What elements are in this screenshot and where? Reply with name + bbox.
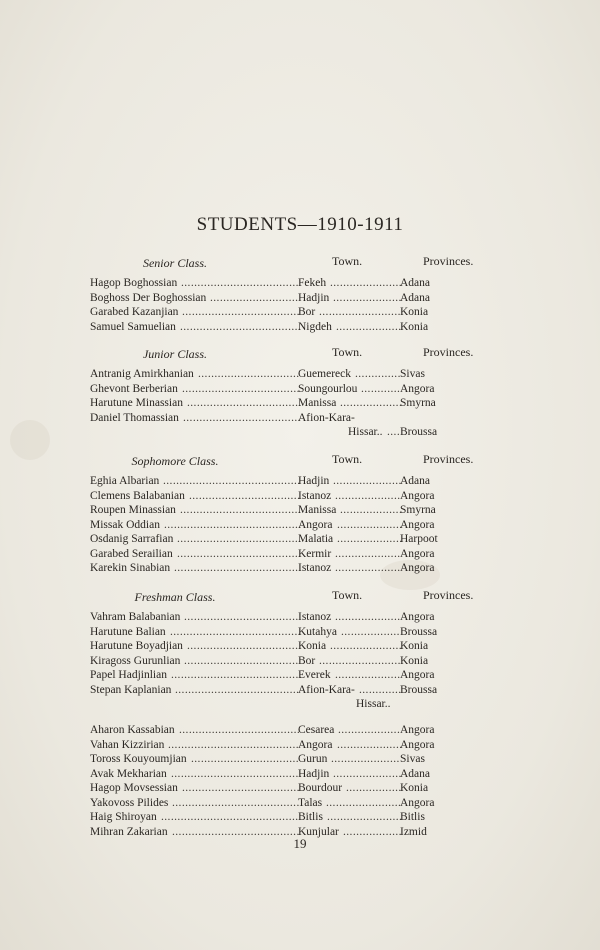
student-name: Harutune Minassian	[90, 397, 183, 409]
student-province: Angora	[400, 547, 435, 560]
student-province: Konia	[400, 306, 429, 318]
dot-leader: .....................	[333, 291, 402, 304]
student-row	[90, 781, 490, 796]
student-name: Boghoss Der Boghossian	[90, 291, 207, 304]
student-province: Konia	[400, 654, 429, 667]
student-row	[90, 425, 490, 441]
dot-leader: ...........................................	[161, 811, 302, 823]
page-number: 19	[293, 836, 307, 851]
dot-leader: .............	[359, 683, 402, 696]
student-town: Konia	[298, 640, 327, 652]
student-row	[90, 396, 490, 411]
student-name: Samuel Samuelian	[90, 320, 176, 333]
dot-leader: ........................................	[170, 625, 301, 638]
dot-leader: ....	[387, 426, 401, 438]
student-name: Karekin Sinabian	[90, 562, 171, 574]
student-province: Smyrna	[400, 397, 436, 409]
student-province: Konia	[400, 782, 429, 794]
dot-leader: .......................	[327, 811, 403, 823]
student-name: Avak Mekharian	[90, 767, 167, 780]
dot-leader: ......................	[330, 640, 403, 652]
dot-leader: ...................................	[184, 611, 299, 623]
student-row	[90, 518, 490, 533]
student-province: Harpoot	[400, 533, 438, 545]
student-row	[90, 276, 490, 291]
dot-leader: ....................	[335, 562, 401, 574]
student-row	[90, 668, 490, 683]
student-town: Bitlis	[298, 811, 323, 823]
dot-leader: ........................................	[171, 767, 302, 780]
student-name: Stepan Kaplanian	[90, 683, 172, 696]
student-province: Angora	[400, 489, 435, 502]
class-label: Senior Class.	[142, 256, 207, 270]
student-town: Bourdour	[298, 782, 343, 794]
dot-leader: ......................................	[177, 533, 302, 545]
student-row	[90, 639, 490, 654]
student-row	[90, 532, 490, 547]
dot-leader: .......................................	[174, 562, 302, 574]
class-header	[90, 345, 490, 367]
student-town: Angora	[298, 738, 333, 751]
dot-leader: ....................................	[182, 382, 300, 395]
dot-leader: .........................	[319, 654, 401, 667]
dot-leader: ..................................	[189, 489, 301, 502]
student-name: Mihran Zakarian	[90, 825, 168, 838]
province-column-header: Provinces.	[423, 452, 474, 466]
student-row	[90, 320, 490, 335]
student-town: Gurun	[298, 753, 328, 765]
dot-leader: ...................	[340, 504, 403, 516]
student-province: Angora	[400, 669, 435, 681]
class-label: Sophomore Class.	[131, 454, 219, 468]
student-row	[90, 367, 490, 382]
student-name: Papel Hadjinlian	[90, 669, 167, 681]
student-province: Angora	[400, 382, 435, 395]
student-province: Adana	[400, 475, 431, 487]
student-row	[90, 305, 490, 320]
student-province: Sivas	[400, 368, 425, 380]
student-province: Smyrna	[400, 504, 436, 516]
dot-leader: ...................................	[187, 397, 302, 409]
student-row	[90, 796, 490, 811]
student-row	[90, 610, 490, 625]
junior-class-section	[90, 345, 490, 441]
student-province: Broussa	[400, 625, 438, 638]
student-name: Clemens Balabanian	[90, 489, 185, 502]
student-name: Eghia Albarian	[90, 475, 160, 487]
sophomore-class-section	[90, 452, 490, 576]
student-name: Garabed Kazanjian	[90, 306, 179, 318]
page-title: STUDENTS—1910-1911	[196, 214, 404, 235]
student-name: Haig Shiroyan	[90, 811, 157, 823]
student-province: Konia	[400, 640, 429, 652]
student-province: Bitlis	[400, 811, 425, 823]
student-province: Broussa	[400, 426, 438, 438]
dot-leader: .....................	[331, 753, 400, 765]
student-town: Kunjular	[298, 825, 339, 838]
freshman-class-section	[90, 588, 490, 839]
dot-leader: ...........................	[210, 291, 299, 304]
dot-leader: .......................................	[172, 825, 300, 838]
student-town: Bor	[298, 306, 316, 318]
student-row	[90, 561, 490, 576]
student-row	[90, 474, 490, 489]
senior-class-section	[90, 254, 490, 334]
student-town: Nigdeh	[298, 320, 332, 333]
student-town: Afion-Kara-	[298, 683, 355, 696]
student-province: Angora	[400, 518, 435, 531]
dot-leader: ..................	[343, 825, 402, 838]
student-town: Hissar..	[348, 426, 383, 438]
student-town: Everek	[298, 669, 331, 681]
dot-leader: ....................................	[182, 782, 300, 794]
student-name: Garabed Serailian	[90, 547, 173, 560]
student-name: Ghevont Berberian	[90, 382, 178, 395]
student-town: Soungourlou	[298, 382, 358, 395]
dot-leader: .....................................	[180, 320, 302, 333]
dot-leader: ....................	[336, 320, 402, 333]
student-province: Angora	[400, 724, 435, 736]
dot-leader: .....................................	[180, 504, 302, 516]
dot-leader: ....................................	[183, 411, 301, 424]
student-row	[90, 697, 490, 723]
student-province: Broussa	[400, 683, 438, 696]
student-name: Daniel Thomassian	[90, 411, 179, 424]
student-name: Antranig Amirkhanian	[90, 368, 194, 380]
dot-leader: ...................................	[187, 640, 302, 652]
student-province: Izmid	[400, 825, 427, 838]
student-row	[90, 654, 490, 669]
province-column-header: Provinces.	[423, 588, 474, 602]
student-row	[90, 767, 490, 782]
student-name: Toross Kouyoumjian	[90, 753, 187, 765]
dot-leader: .........................	[319, 306, 401, 318]
dot-leader: ......................	[330, 277, 403, 289]
dot-leader: ..........................................	[163, 475, 301, 487]
dot-leader: ...................	[340, 397, 403, 409]
student-row	[90, 810, 490, 825]
class-label: Freshman Class.	[134, 590, 216, 604]
student-province: Adana	[400, 277, 431, 289]
dot-leader: .................................	[191, 753, 300, 765]
student-town: Guemereck	[298, 368, 351, 380]
student-town: Manissa	[298, 397, 337, 409]
student-province: Sivas	[400, 753, 425, 765]
dot-leader: ............	[361, 382, 401, 395]
dot-leader: ....................................	[182, 306, 300, 318]
class-label: Junior Class.	[142, 347, 207, 361]
student-town: Hadjin	[298, 291, 330, 304]
dot-leader: ..........................................	[164, 518, 302, 531]
student-town: Bor	[298, 654, 316, 667]
student-town: Hadjin	[298, 475, 330, 487]
student-row	[90, 738, 490, 753]
class-header	[90, 254, 490, 276]
student-row	[90, 683, 490, 698]
student-province: Konia	[400, 320, 429, 333]
student-row	[90, 489, 490, 504]
student-town: Kutahya	[298, 625, 337, 638]
student-town: Manissa	[298, 504, 337, 516]
student-town: Cesarea	[298, 724, 335, 736]
dot-leader: ..................	[341, 625, 400, 638]
province-column-header: Provinces.	[423, 254, 474, 268]
province-column-header: Provinces.	[423, 345, 474, 359]
dot-leader: ..............	[355, 368, 401, 380]
student-town: Malatia	[298, 533, 334, 545]
student-town: Kermir	[298, 547, 332, 560]
student-province: Adana	[400, 767, 431, 780]
student-name: Aharon Kassabian	[90, 724, 175, 736]
student-row	[90, 291, 490, 306]
dot-leader: .......................	[326, 796, 402, 809]
student-town: Istanoz	[298, 562, 332, 574]
dot-leader: ....................	[335, 547, 401, 560]
town-column-header: Town.	[332, 254, 363, 268]
student-row	[90, 547, 490, 562]
student-province: Adana	[400, 291, 431, 304]
student-name: Hagop Movsessian	[90, 782, 178, 794]
student-province: Angora	[400, 796, 435, 809]
student-town: Hissar..	[356, 698, 391, 710]
town-column-header: Town.	[332, 345, 363, 359]
student-province: Angora	[400, 611, 435, 623]
student-name: Hagop Boghossian	[90, 277, 178, 289]
student-row	[90, 382, 490, 397]
dot-leader: ......................................	[177, 547, 302, 560]
student-name: Vahram Balabanian	[90, 611, 181, 623]
student-name: Missak Oddian	[90, 518, 160, 531]
dot-leader: ........................................	[171, 669, 302, 681]
student-town: Angora	[298, 518, 333, 531]
student-row	[90, 723, 490, 738]
student-name: Kiragoss Gurunlian	[90, 654, 181, 667]
dot-leader: .......................................	[172, 796, 300, 809]
student-province: Angora	[400, 738, 435, 751]
student-row	[90, 625, 490, 640]
dot-leader: .....................................	[179, 724, 301, 736]
student-name: Harutune Boyadjian	[90, 640, 183, 652]
student-row	[90, 411, 490, 426]
student-name: Yakovoss Pilides	[90, 796, 169, 809]
student-town: Hadjin	[298, 767, 330, 780]
dot-leader: ....................................	[181, 277, 299, 289]
dot-leader: ....................	[335, 611, 401, 623]
dot-leader: ....................	[335, 669, 401, 681]
student-town: Afion-Kara-	[298, 411, 355, 424]
student-row	[90, 503, 490, 518]
dot-leader: ....................	[337, 738, 403, 751]
dot-leader: .....................	[333, 767, 402, 780]
town-column-header: Town.	[332, 452, 363, 466]
town-column-header: Town.	[332, 588, 363, 602]
class-header	[90, 452, 490, 474]
class-header	[90, 588, 490, 610]
dot-leader: ...................	[338, 724, 401, 736]
student-town: Talas	[298, 796, 323, 809]
student-province: Angora	[400, 562, 435, 574]
dot-leader: .................	[346, 782, 402, 794]
dot-leader: ....................	[337, 533, 403, 545]
dot-leader: ......................................	[175, 683, 300, 696]
dot-leader: ....................	[337, 518, 403, 531]
dot-leader: ........................................	[168, 738, 299, 751]
student-name: Osdanig Sarrafian	[90, 533, 174, 545]
dot-leader: .....................	[333, 475, 402, 487]
student-row	[90, 752, 490, 767]
student-town: Istanoz	[298, 611, 332, 623]
student-town: Istanoz	[298, 489, 332, 502]
student-name: Roupen Minassian	[90, 504, 176, 516]
student-name: Harutune Balian	[90, 625, 166, 638]
student-town: Fekeh	[298, 277, 327, 289]
dot-leader: ....................	[335, 489, 401, 502]
dot-leader: ...................................	[184, 654, 299, 667]
dot-leader: ...............................	[198, 368, 300, 380]
student-name: Vahan Kizzirian	[90, 738, 165, 751]
paper-stain	[10, 420, 50, 460]
